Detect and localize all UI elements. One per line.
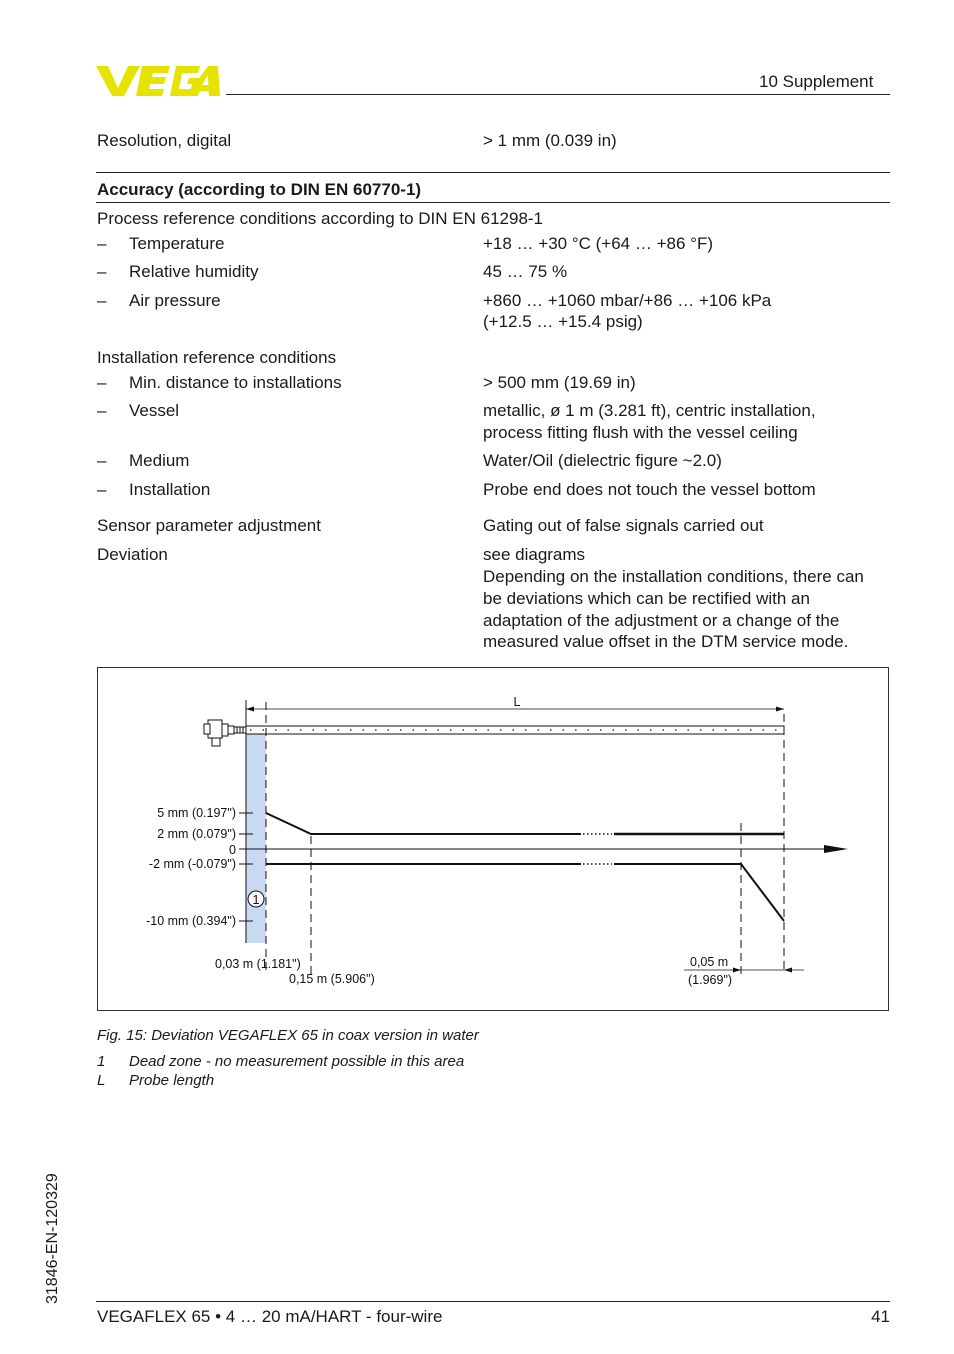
document-number: 31846-EN-120329 — [44, 1173, 61, 1304]
medium-label: Medium — [129, 451, 190, 470]
resolution-value: > 1 mm (0.039 in) — [483, 131, 617, 150]
vessel-value-line2: process fitting flush with the vessel ceiling — [483, 423, 798, 442]
temperature-label: Temperature — [129, 234, 225, 253]
deviation-line: Depending on the installation conditions, there can — [483, 567, 864, 586]
min-distance-label: Min. distance to installations — [129, 373, 342, 392]
figure-caption: Fig. 15: Deviation VEGAFLEX 65 in coax version in water — [97, 1027, 479, 1044]
installation-label: Installation — [129, 480, 211, 499]
section-rule-bottom — [96, 202, 890, 203]
dash: – — [97, 291, 107, 310]
dash: – — [97, 401, 107, 420]
header-rule — [226, 94, 890, 95]
section-rule-top — [96, 172, 890, 173]
y-label-zero: 0 — [229, 843, 236, 857]
sensor-param-value: Gating out of false signals carried out — [483, 516, 764, 535]
dead-zone — [246, 730, 266, 943]
y-label-5mm: 5 mm (0.197") — [157, 806, 236, 820]
vega-logo — [96, 64, 220, 98]
dash: – — [97, 373, 107, 392]
accuracy-heading: Accuracy (according to DIN EN 60770-1) — [97, 180, 422, 199]
legend-text: Probe length — [129, 1072, 215, 1089]
legend-key: L — [97, 1072, 106, 1089]
footer-product: VEGAFLEX 65 • 4 … 20 mA/HART - four-wire — [97, 1307, 443, 1326]
vessel-value: metallic, ø 1 m (3.281 ft), centric installation, — [483, 401, 816, 420]
install-ref-label: Installation reference conditions — [97, 348, 337, 367]
x-label-005: 0,05 m — [690, 955, 729, 969]
air-pressure-label: Air pressure — [129, 291, 221, 310]
sensor-housing — [204, 720, 246, 746]
page-number: 41 — [871, 1307, 890, 1326]
dash: – — [97, 480, 107, 499]
vessel-label: Vessel — [129, 401, 180, 420]
humidity-value: 45 … 75 % — [483, 262, 568, 281]
sensor-param-label: Sensor parameter adjustment — [97, 516, 321, 535]
deviation-diagram — [98, 668, 890, 1012]
x-label-005-inch: (1.969") — [688, 973, 733, 987]
min-distance-value: > 500 mm (19.69 in) — [483, 373, 636, 392]
footer-rule — [96, 1301, 890, 1302]
legend-text: Dead zone - no measurement possible in this area — [129, 1053, 465, 1070]
installation-value: Probe end does not touch the vessel bottom — [483, 480, 816, 499]
deviation-line: see diagrams — [483, 545, 586, 564]
medium-value: Water/Oil (dielectric figure ~2.0) — [483, 451, 722, 470]
resolution-label: Resolution, digital — [97, 131, 232, 150]
dead-zone-marker-label: 1 — [252, 892, 260, 907]
probe-length-label: L — [513, 695, 521, 709]
deviation-label: Deviation — [97, 545, 168, 564]
x-label-003: 0,03 m (1.181") — [215, 957, 301, 971]
dash: – — [97, 262, 107, 281]
y-label-minus-10mm: -10 mm (0.394") — [146, 914, 236, 928]
legend-key: 1 — [97, 1053, 106, 1070]
dash: – — [97, 234, 107, 253]
humidity-label: Relative humidity — [129, 262, 259, 281]
y-label-minus-2mm: -2 mm (-0.079") — [148, 857, 236, 871]
deviation-line: measured value offset in the DTM service mode. — [483, 632, 849, 651]
x-label-015: 0,15 m (5.906") — [289, 972, 375, 986]
deviation-line: adaptation of the adjustment or a change of the — [483, 611, 840, 630]
temperature-value: +18 … +30 °C (+64 … +86 °F) — [483, 234, 713, 253]
section-title: 10 Supplement — [759, 72, 874, 91]
process-ref-label: Process reference conditions according to DIN EN 61298-1 — [97, 209, 544, 228]
air-pressure-value: +860 … +1060 mbar/+86 … +106 kPa — [483, 291, 772, 310]
air-pressure-value-psig: (+12.5 … +15.4 psig) — [483, 312, 643, 331]
y-label-2mm: 2 mm (0.079") — [157, 827, 236, 841]
dash: – — [97, 451, 107, 470]
upper-deviation-curve — [266, 813, 581, 834]
deviation-figure — [97, 667, 889, 1011]
coax-probe — [246, 726, 784, 734]
x-axis-arrow — [824, 845, 848, 853]
deviation-line: be deviations which can be rectified with an — [483, 589, 810, 608]
